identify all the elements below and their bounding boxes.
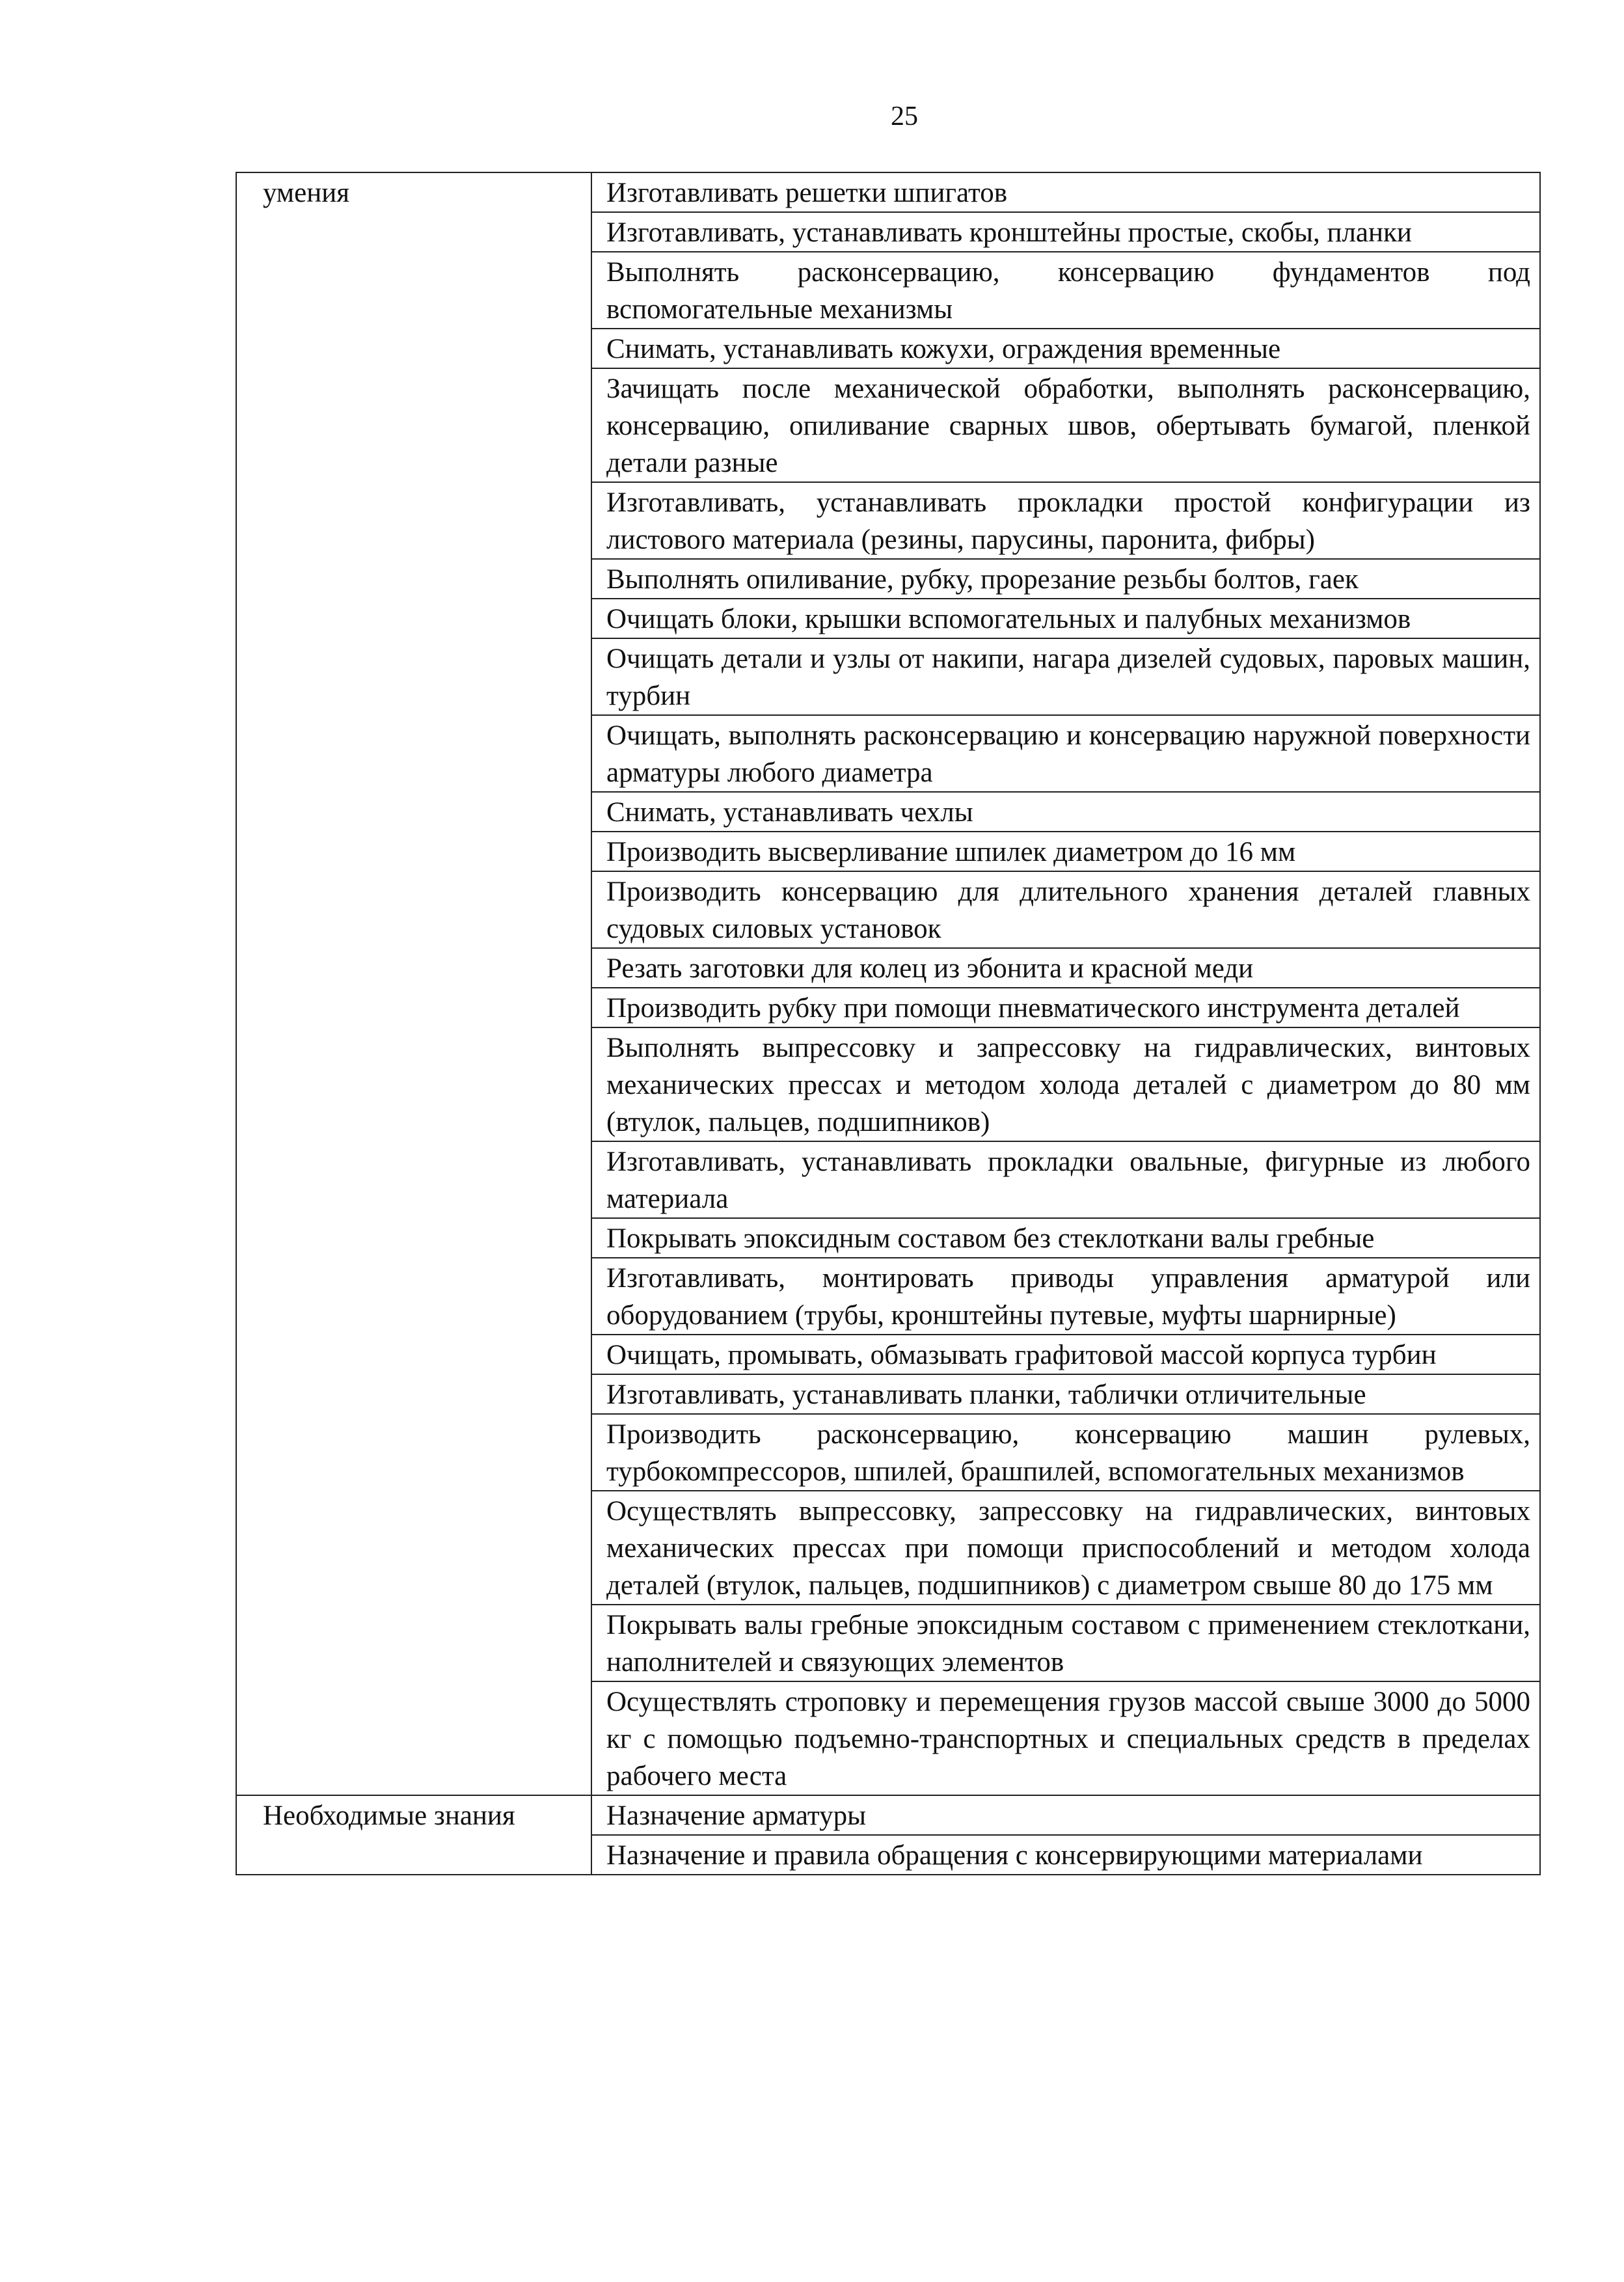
category-cell-empty	[236, 1141, 591, 1218]
category-cell-empty	[236, 1335, 591, 1374]
category-cell-empty	[236, 715, 591, 792]
table-cell-item: Очищать, промывать, обмазывать графитовой массой корпуса турбин	[591, 1335, 1540, 1374]
table-row	[236, 599, 1540, 638]
table-cell-item: Изготавливать решетки шпигатов	[591, 172, 1540, 212]
category-cell-empty	[236, 1027, 591, 1141]
category-cell-empty	[236, 329, 591, 368]
table-row	[236, 252, 1540, 329]
table-row	[236, 948, 1540, 988]
table-cell-item: Покрывать валы гребные эпоксидным составом с применением стеклоткани, наполнителей и связующих элементов	[591, 1605, 1540, 1681]
category-cell-empty	[236, 792, 591, 832]
table-row	[236, 1491, 1540, 1605]
table-cell-item: Изготавливать, устанавливать прокладки овальные, фигурные из любого материала	[591, 1141, 1540, 1218]
category-cell-empty	[236, 832, 591, 871]
table-cell-item: Выполнять выпрессовку и запрессовку на гидравлических, винтовых механических прессах и методом холода деталей с диаметром до 80 мм (втулок, пальцев, подшипников)	[591, 1027, 1540, 1141]
table-cell-item: Производить расконсервацию, консервацию машин рулевых, турбокомпрессоров, шпилей, брашпилей, вспомогательных механизмов	[591, 1414, 1540, 1491]
category-cell-empty	[236, 871, 591, 948]
table-cell-item: Осуществлять строповку и перемещения грузов массой свыше 3000 до 5000 кг с помощью подъемно-транспортных и специальных средств в пределах рабочего места	[591, 1681, 1540, 1795]
table-body	[236, 172, 1540, 1875]
table-row	[236, 871, 1540, 948]
category-cell-empty	[236, 638, 591, 715]
table-row	[236, 1141, 1540, 1218]
table-row	[236, 792, 1540, 832]
table-row	[236, 1374, 1540, 1414]
category-cell-empty	[236, 368, 591, 482]
table-cell-item: Осуществлять выпрессовку, запрессовку на гидравлических, винтовых механических прессах при помощи приспособлений и методом холода деталей (втулок, пальцев, подшипников) с диаметром свыше 80 до 175 мм	[591, 1491, 1540, 1605]
category-cell-empty	[236, 1374, 591, 1414]
category-cell-knowledge: Необходимые знания	[236, 1795, 591, 1835]
table-row	[236, 212, 1540, 252]
table-cell-item: Очищать, выполнять расконсервацию и консервацию наружной поверхности арматуры любого диаметра	[591, 715, 1540, 792]
category-cell-empty	[236, 599, 591, 638]
table-row	[236, 1681, 1540, 1795]
category-cell-empty	[236, 559, 591, 599]
table-cell-item: Назначение и правила обращения с консервирующими материалами	[591, 1835, 1540, 1875]
category-cell-empty	[236, 988, 591, 1027]
table-row	[236, 715, 1540, 792]
category-cell-empty	[236, 1491, 591, 1605]
table-cell-item: Очищать детали и узлы от накипи, нагара дизелей судовых, паровых машин, турбин	[591, 638, 1540, 715]
competency-table	[236, 172, 1541, 1875]
table-cell-item: Назначение арматуры	[591, 1795, 1540, 1835]
table-cell-item: Снимать, устанавливать кожухи, ограждения временные	[591, 329, 1540, 368]
category-cell-empty	[236, 252, 591, 329]
table-cell-item: Производить рубку при помощи пневматического инструмента деталей	[591, 988, 1540, 1027]
table-cell-item: Изготавливать, устанавливать прокладки простой конфигурации из листового материала (резины, парусины, паронита, фибры)	[591, 482, 1540, 559]
table-cell-item: Очищать блоки, крышки вспомогательных и палубных механизмов	[591, 599, 1540, 638]
category-cell-empty	[236, 482, 591, 559]
table-cell-item: Производить высверливание шпилек диаметром до 16 мм	[591, 832, 1540, 871]
category-cell-empty	[236, 1258, 591, 1335]
category-cell-skills: умения	[236, 172, 591, 212]
table-cell-item: Покрывать эпоксидным составом без стеклоткани валы гребные	[591, 1218, 1540, 1258]
table-cell-item: Выполнять расконсервацию, консервацию фундаментов под вспомогательные механизмы	[591, 252, 1540, 329]
table-cell-item: Изготавливать, монтировать приводы управления арматурой или оборудованием (трубы, кронштейны путевые, муфты шарнирные)	[591, 1258, 1540, 1335]
table-row	[236, 172, 1540, 212]
table-cell-item: Снимать, устанавливать чехлы	[591, 792, 1540, 832]
table-row	[236, 638, 1540, 715]
category-cell-empty	[236, 1218, 591, 1258]
table-row	[236, 1835, 1540, 1875]
table-row	[236, 1218, 1540, 1258]
category-cell-empty	[236, 948, 591, 988]
table-row	[236, 329, 1540, 368]
table-row	[236, 1414, 1540, 1491]
category-cell-empty	[236, 212, 591, 252]
category-cell-empty	[236, 1681, 591, 1795]
table-row	[236, 988, 1540, 1027]
table-row	[236, 559, 1540, 599]
table-cell-item: Резать заготовки для колец из эбонита и красной меди	[591, 948, 1540, 988]
table-row	[236, 1605, 1540, 1681]
table-cell-item: Зачищать после механической обработки, выполнять расконсервацию, консервацию, опиливание сварных швов, обертывать бумагой, пленкой детали разные	[591, 368, 1540, 482]
table-row	[236, 1795, 1540, 1835]
table-row	[236, 1258, 1540, 1335]
category-cell-empty	[236, 1835, 591, 1875]
table-cell-item: Изготавливать, устанавливать кронштейны простые, скобы, планки	[591, 212, 1540, 252]
table-row	[236, 832, 1540, 871]
table-row	[236, 1027, 1540, 1141]
table-cell-item: Выполнять опиливание, рубку, прорезание резьбы болтов, гаек	[591, 559, 1540, 599]
category-cell-empty	[236, 1414, 591, 1491]
table-row	[236, 368, 1540, 482]
table-row	[236, 482, 1540, 559]
table-row	[236, 1335, 1540, 1374]
category-cell-empty	[236, 1605, 591, 1681]
page-number: 25	[891, 102, 918, 131]
table-cell-item: Производить консервацию для длительного хранения деталей главных судовых силовых установок	[591, 871, 1540, 948]
table-cell-item: Изготавливать, устанавливать планки, таблички отличительные	[591, 1374, 1540, 1414]
